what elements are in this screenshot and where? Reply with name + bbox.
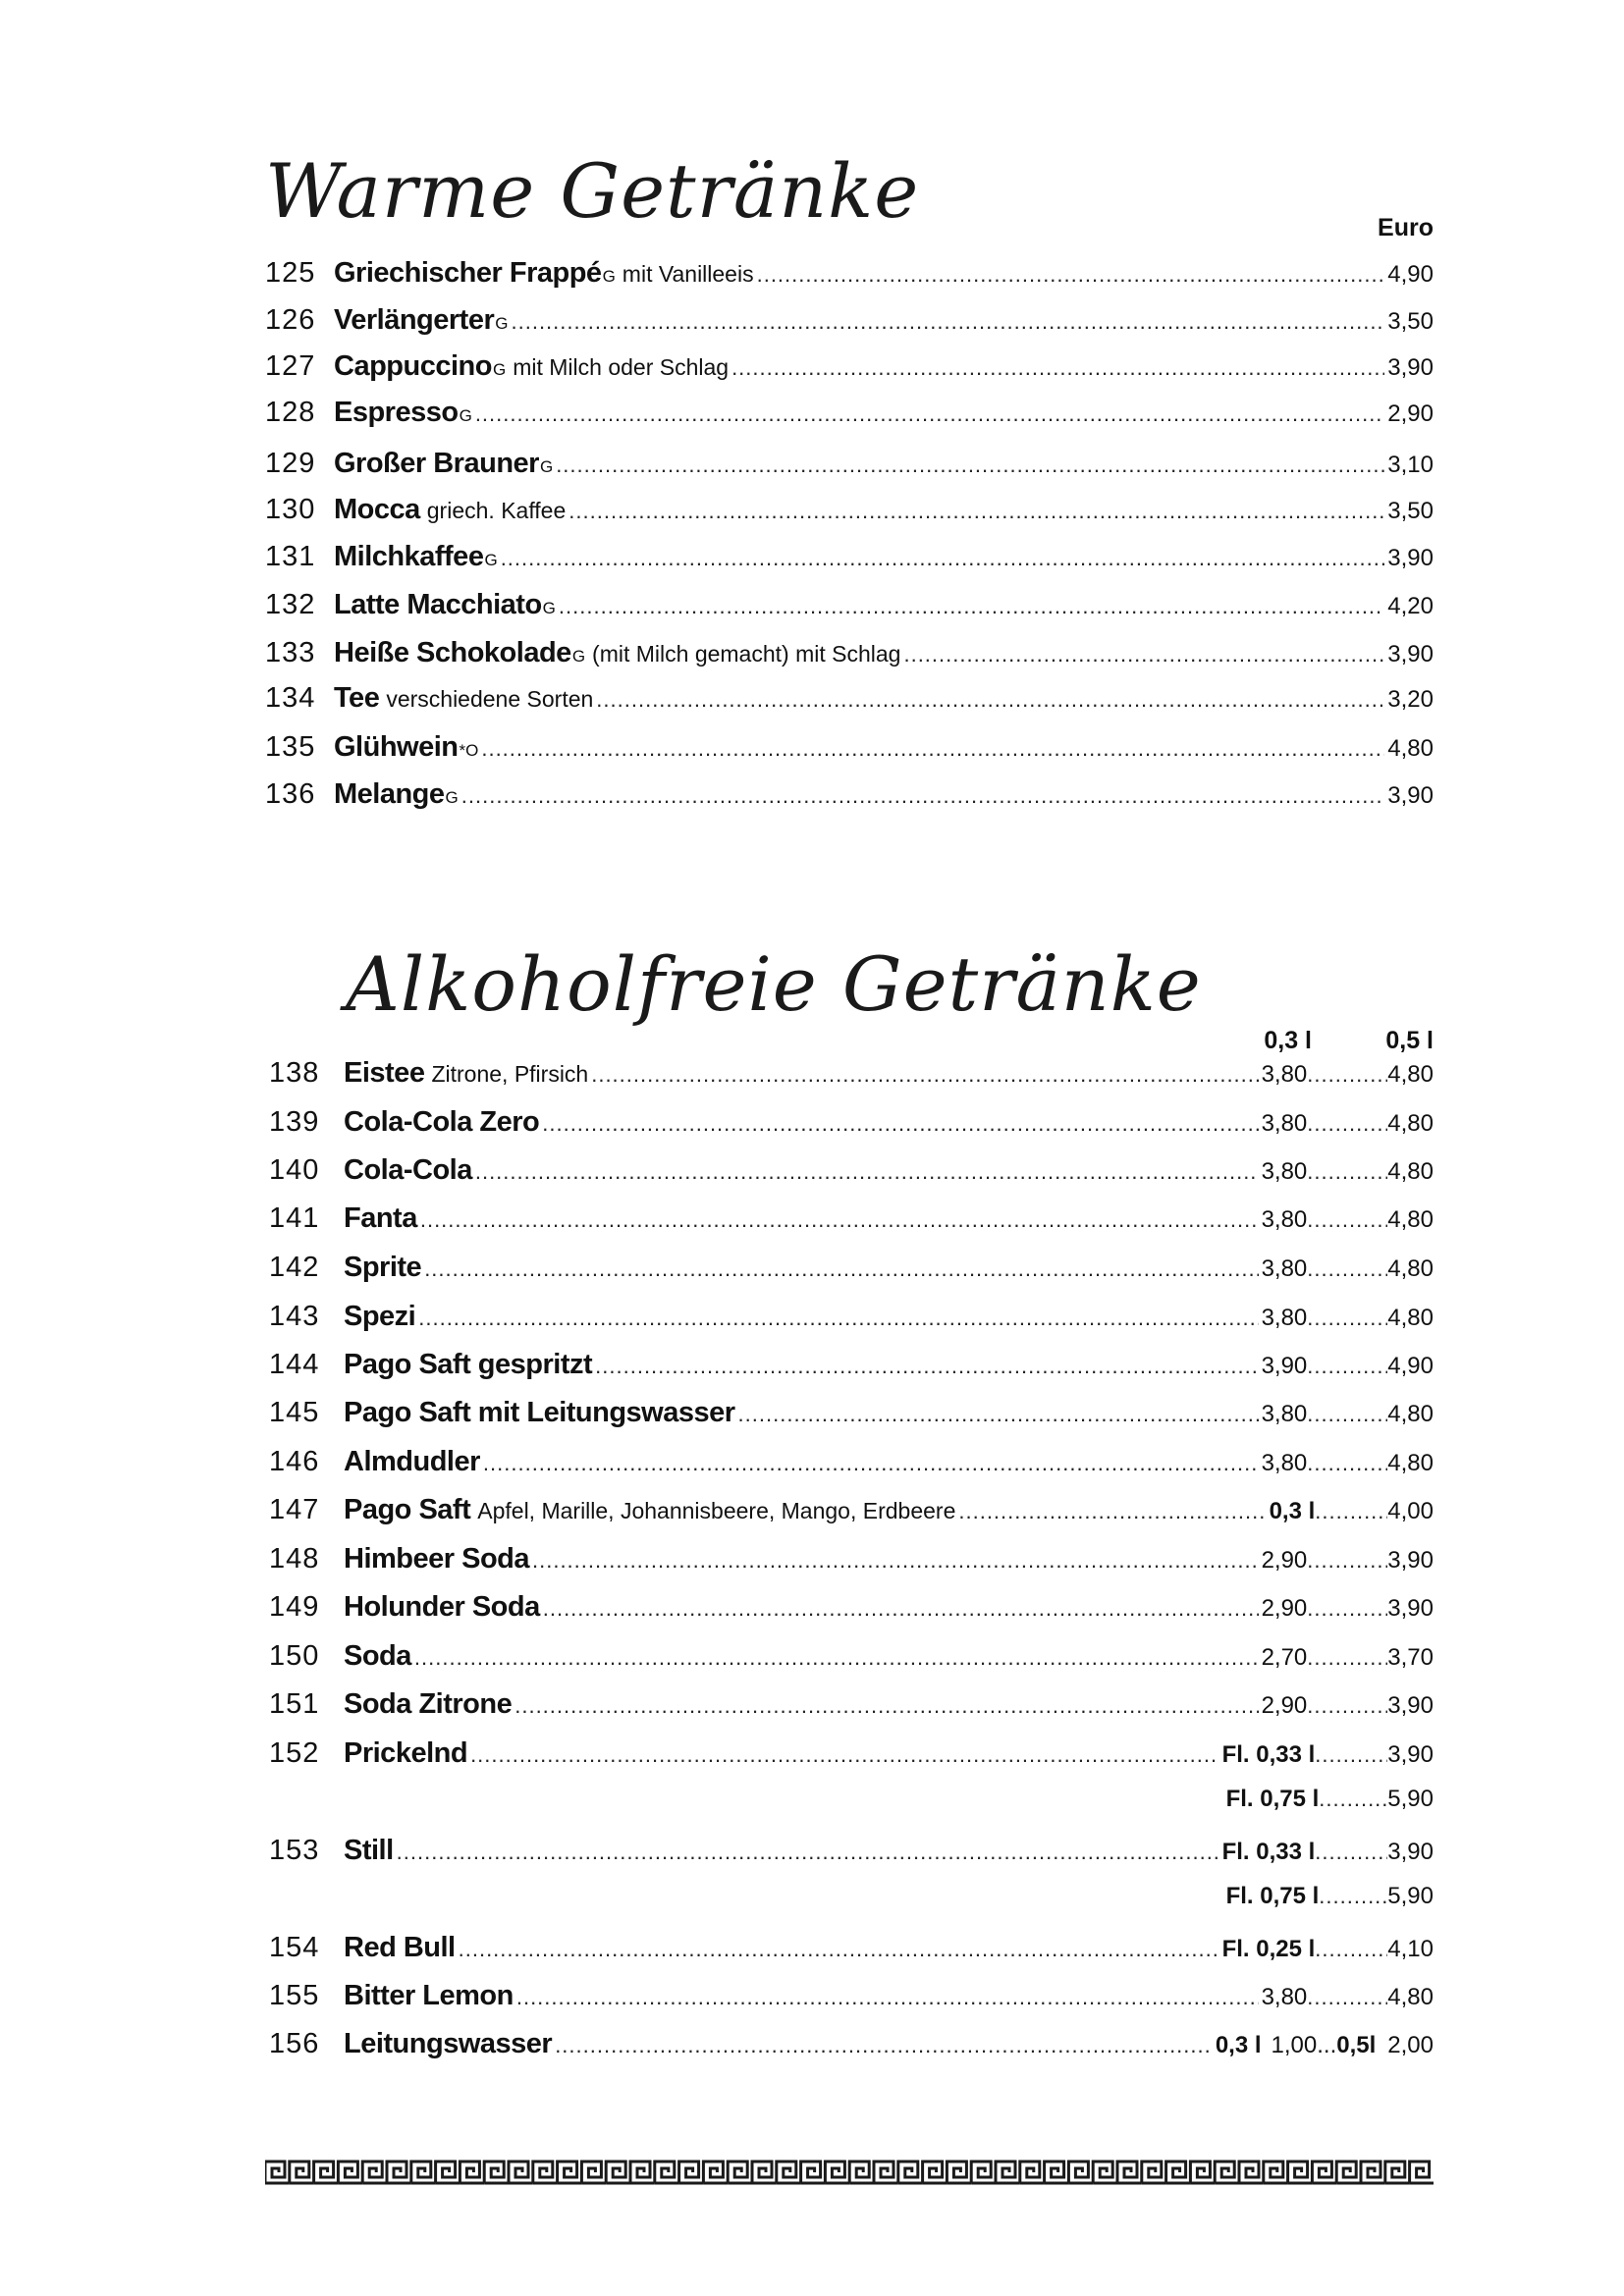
- dot-leader: [1307, 1985, 1387, 2010]
- section-title-warm-drinks: Warme Getränke: [265, 147, 920, 235]
- item-name: Red Bull: [344, 1932, 456, 1963]
- menu-item-row: 135 Glühwein *O ..... 4,80: [265, 731, 1434, 771]
- item-name: Großer Brauner: [334, 448, 539, 479]
- item-price: 5,90: [1387, 1786, 1434, 1812]
- size-label: 0,3 l: [1215, 2032, 1262, 2058]
- menu-item-row: [269, 1057, 1434, 1096]
- dot-leader: [516, 1985, 1259, 2010]
- item-price: 3,90: [1387, 545, 1434, 571]
- item-name: Milchkaffee: [334, 541, 484, 572]
- dot-leader: [591, 1062, 1258, 1088]
- item-number: 135: [265, 731, 316, 763]
- item-price-small: 3,80: [1261, 1450, 1308, 1476]
- menu-item-row: [269, 1301, 1434, 1340]
- greek-key-segment: [1215, 2162, 1239, 2183]
- dot-leader: [1307, 1451, 1387, 1476]
- item-number: 151: [269, 1688, 320, 1720]
- dot-leader: [731, 355, 1384, 381]
- item-name: Spezi: [344, 1301, 416, 1332]
- greek-key-segment: [728, 2162, 752, 2183]
- item-price-small: 3,80: [1261, 1984, 1308, 2010]
- item-name: Glühwein: [334, 731, 459, 763]
- item-name: Eistee: [344, 1057, 425, 1089]
- greek-key-segment: [996, 2162, 1020, 2183]
- item-number: 156: [269, 2028, 320, 2059]
- menu-item-row: [269, 1932, 1434, 1971]
- greek-key-segment: [314, 2162, 339, 2183]
- item-name: Griechischer Frappé: [334, 257, 602, 289]
- size-label: 0,5l: [1336, 2032, 1377, 2058]
- item-name: Leitungswasser: [344, 2028, 553, 2059]
- item-number: 140: [269, 1154, 320, 1186]
- item-name: Latte Macchiato: [334, 589, 542, 620]
- item-name: Prickelnd: [344, 1737, 468, 1769]
- dot-leader: [757, 262, 1385, 288]
- dot-leader: [483, 1451, 1259, 1476]
- greek-key-segment: [1336, 2162, 1361, 2183]
- size-label: Fl. 0,33 l: [1221, 1839, 1316, 1865]
- menu-item-row: [269, 1349, 1434, 1388]
- greek-key-segment: [777, 2162, 801, 2183]
- greek-key-segment: [411, 2162, 436, 2183]
- greek-key-segment: [1312, 2162, 1336, 2183]
- item-price-small: 2,90: [1261, 1595, 1308, 1622]
- greek-key-segment: [1020, 2162, 1045, 2183]
- greek-key-segment: [1045, 2162, 1069, 2183]
- item-name: Pago Saft: [344, 1494, 471, 1525]
- dot-leader: [1307, 1645, 1387, 1671]
- item-price-large: 4,80: [1387, 1305, 1434, 1331]
- item-price-large: 4,80: [1387, 1206, 1434, 1233]
- greek-key-segment: [338, 2162, 362, 2183]
- item-description: verschiedene Sorten: [386, 686, 594, 712]
- size-header-large: 0,5 l: [1385, 1027, 1434, 1054]
- item-number: 125: [265, 257, 316, 289]
- item-name: Cola-Cola: [344, 1154, 472, 1186]
- size-header-small: 0,3 l: [1264, 1027, 1312, 1054]
- menu-item-row: [265, 682, 1434, 721]
- item-price-small: 2,90: [1261, 1547, 1308, 1574]
- item-price-large: 4,80: [1387, 1984, 1434, 2010]
- item-number: 147: [269, 1494, 320, 1525]
- dot-leader: [568, 499, 1384, 524]
- item-name: Heiße Schokolade: [334, 637, 571, 668]
- size-label: 0,3 l: [1269, 1498, 1316, 1524]
- dot-leader: [1307, 1693, 1387, 1719]
- dot-leader: [903, 642, 1384, 667]
- item-price-large: 4,80: [1387, 1255, 1434, 1282]
- item-price: 4,80: [1387, 735, 1434, 762]
- item-name: Cola-Cola Zero: [344, 1106, 540, 1138]
- item-price-large: 4,80: [1387, 1158, 1434, 1185]
- dot-leader: [1307, 1548, 1387, 1574]
- size-label: Fl. 0,25 l: [1221, 1936, 1316, 1962]
- item-price-small: 3,80: [1261, 1158, 1308, 1185]
- size-label: Fl. 0,33 l: [1221, 1741, 1316, 1768]
- dot-leader: [1307, 1402, 1387, 1427]
- item-number: 127: [265, 350, 316, 382]
- item-price-small: 2,90: [1261, 1692, 1308, 1719]
- item-price-large: 3,90: [1387, 1595, 1434, 1622]
- item-number: 138: [269, 1057, 320, 1089]
- item-number: 148: [269, 1543, 320, 1575]
- greek-key-segment: [290, 2162, 314, 2183]
- item-price: 3,90: [1387, 782, 1434, 809]
- item-price: 4,20: [1387, 593, 1434, 619]
- item-price-large: 2,00: [1387, 2032, 1434, 2058]
- item-name: Still: [344, 1835, 394, 1866]
- menu-item-row: [269, 1494, 1434, 1533]
- item-number: 136: [265, 778, 316, 810]
- menu-item-row: 127 Cappuccino G mit Milch oder Schlag ..... 3,90: [265, 350, 1434, 390]
- menu-item-row: [269, 1688, 1434, 1728]
- greek-key-segment: [436, 2162, 460, 2183]
- menu-item-row: [269, 1591, 1434, 1630]
- item-name: Bitter Lemon: [344, 1980, 514, 2011]
- greek-key-segment: [849, 2162, 874, 2183]
- dot-leader: [459, 1937, 1219, 1962]
- item-price: 2,90: [1387, 400, 1434, 427]
- item-name: Himbeer Soda: [344, 1543, 529, 1575]
- dot-leader: [542, 1111, 1258, 1137]
- item-name: Mocca: [334, 494, 420, 525]
- item-price-large: 4,80: [1387, 1401, 1434, 1427]
- greek-key-segment: [533, 2162, 558, 2183]
- menu-item-row: [269, 1835, 1434, 1874]
- greek-key-segment: [655, 2162, 679, 2183]
- dot-leader: [512, 309, 1385, 335]
- dot-leader: [1315, 1937, 1387, 1962]
- menu-item-size-row: [1159, 1883, 1434, 1922]
- item-price: 3,90: [1387, 354, 1434, 381]
- item-name: Soda Zitrone: [344, 1688, 513, 1720]
- menu-item-row: [269, 1446, 1434, 1485]
- greek-key-segment: [971, 2162, 996, 2183]
- menu-item-row: 131 Milchkaffee G ..... 3,90: [265, 541, 1434, 580]
- dot-leader: [1307, 1596, 1387, 1622]
- item-description: mit Milch oder Schlag: [513, 354, 730, 380]
- menu-item-size-row: [1159, 1786, 1434, 1825]
- menu-item-row: [269, 2028, 1434, 2067]
- greek-key-border: [265, 2160, 1434, 2185]
- dot-leader: [397, 1840, 1219, 1865]
- item-price-large: 4,90: [1387, 1353, 1434, 1379]
- dot-leader: [958, 1499, 1266, 1524]
- item-price-large: 4,10: [1387, 1936, 1434, 1962]
- item-price: 3,90: [1387, 641, 1434, 667]
- menu-item-row: [269, 1252, 1434, 1291]
- item-price-small: 1,00...: [1271, 2032, 1337, 2058]
- item-price-small: 3,80: [1261, 1401, 1308, 1427]
- dot-leader: [595, 1354, 1258, 1379]
- item-price-large: 4,80: [1387, 1061, 1434, 1088]
- item-number: 146: [269, 1446, 320, 1477]
- dot-leader: [543, 1596, 1259, 1622]
- dot-leader: [1315, 1499, 1387, 1524]
- item-number: 131: [265, 541, 316, 572]
- greek-key-segment: [484, 2162, 509, 2183]
- item-price-small: 3,80: [1261, 1110, 1308, 1137]
- item-price-large: 3,90: [1387, 1692, 1434, 1719]
- item-price: 3,10: [1387, 452, 1434, 478]
- item-number: 139: [269, 1106, 320, 1138]
- item-description: Apfel, Marille, Johannisbeere, Mango, Erdbeere: [477, 1498, 956, 1523]
- item-description: Zitrone, Pfirsich: [431, 1061, 589, 1087]
- currency-header: Euro: [1378, 214, 1434, 241]
- greek-key-segment: [1361, 2162, 1385, 2183]
- greek-key-segment: [801, 2162, 826, 2183]
- menu-item-row: 133 Heiße Schokolade G (mit Milch gemacht) mit Schlag ..... 3,90: [265, 637, 1434, 676]
- item-price-small: 3,80: [1261, 1061, 1308, 1088]
- greek-key-segment: [1288, 2162, 1313, 2183]
- item-price: 5,90: [1387, 1883, 1434, 1909]
- greek-key-segment: [752, 2162, 777, 2183]
- item-price-large: 3,90: [1387, 1741, 1434, 1768]
- greek-key-segment: [923, 2162, 947, 2183]
- greek-key-segment: [1068, 2162, 1093, 2183]
- menu-item-row: [269, 1106, 1434, 1146]
- dot-leader: [424, 1256, 1258, 1282]
- item-number: 153: [269, 1835, 320, 1866]
- item-price-small: 3,80: [1261, 1305, 1308, 1331]
- greek-key-segment: [703, 2162, 728, 2183]
- greek-key-segment: [509, 2162, 533, 2183]
- greek-key-segment: [1117, 2162, 1142, 2183]
- dot-leader: [514, 1693, 1258, 1719]
- greek-key-segment: [1410, 2162, 1434, 2183]
- item-number: 143: [269, 1301, 320, 1332]
- dot-leader: [475, 401, 1384, 427]
- dot-leader: [414, 1645, 1259, 1671]
- dot-leader: [501, 546, 1385, 571]
- greek-key-segment: [1093, 2162, 1117, 2183]
- menu-item-row: [269, 1640, 1434, 1680]
- menu-item-row: [265, 494, 1434, 533]
- greek-key-segment: [1190, 2162, 1215, 2183]
- dot-leader: [1307, 1354, 1387, 1379]
- item-name: Melange: [334, 778, 445, 810]
- item-name: Espresso: [334, 397, 459, 428]
- greek-key-segment: [630, 2162, 655, 2183]
- greek-key-segment: [387, 2162, 411, 2183]
- item-price-large: 4,00: [1387, 1498, 1434, 1524]
- dot-leader: [1319, 1884, 1387, 1909]
- item-name: Cappuccino: [334, 350, 492, 382]
- item-price-small: 3,90: [1261, 1353, 1308, 1379]
- item-number: 149: [269, 1591, 320, 1623]
- item-price: 3,50: [1387, 308, 1434, 335]
- item-number: 145: [269, 1397, 320, 1428]
- dot-leader: [475, 1159, 1259, 1185]
- dot-leader: [738, 1402, 1259, 1427]
- greek-key-segment: [825, 2162, 849, 2183]
- greek-key-segment: [362, 2162, 387, 2183]
- item-number: 141: [269, 1202, 320, 1234]
- dot-leader: [1315, 1840, 1387, 1865]
- item-number: 155: [269, 1980, 320, 2011]
- menu-item-row: 136 Melange G ..... 3,90: [265, 778, 1434, 818]
- greek-key-segment: [460, 2162, 484, 2183]
- dot-leader: [461, 783, 1385, 809]
- greek-key-segment: [606, 2162, 630, 2183]
- item-number: 132: [265, 589, 316, 620]
- menu-item-row: 129 Großer Brauner G ..... 3,10: [265, 448, 1434, 487]
- greek-key-segment: [558, 2162, 582, 2183]
- item-name: Pago Saft mit Leitungswasser: [344, 1397, 735, 1428]
- menu-item-row: [269, 1980, 1434, 2019]
- menu-item-row: 125 Griechischer Frappé G mit Vanilleeis ..... 4,90: [265, 257, 1434, 296]
- menu-item-row: 126 Verlängerter G ..... 3,50: [265, 304, 1434, 344]
- item-number: 152: [269, 1737, 320, 1769]
- menu-item-row: [269, 1737, 1434, 1777]
- size-label: Fl. 0,75 l: [1225, 1786, 1320, 1812]
- dot-leader: [418, 1306, 1258, 1331]
- item-name: Verlängerter: [334, 304, 495, 336]
- item-name: Holunder Soda: [344, 1591, 540, 1623]
- dot-leader: [532, 1548, 1259, 1574]
- item-price: 3,50: [1387, 498, 1434, 524]
- item-description: mit Vanilleeis: [622, 261, 754, 287]
- item-name: Soda: [344, 1640, 411, 1672]
- item-name: Sprite: [344, 1252, 422, 1283]
- dot-leader: [1319, 1787, 1387, 1812]
- menu-item-row: [269, 1154, 1434, 1194]
- item-name: Tee: [334, 682, 380, 714]
- item-number: 150: [269, 1640, 320, 1672]
- item-name: Almdudler: [344, 1446, 480, 1477]
- greek-key-segment: [679, 2162, 704, 2183]
- size-label: Fl. 0,75 l: [1225, 1883, 1320, 1909]
- item-description: (mit Milch gemacht) mit Schlag: [592, 641, 901, 667]
- dot-leader: [1307, 1306, 1387, 1331]
- item-name: Pago Saft gespritzt: [344, 1349, 593, 1380]
- menu-item-row: [269, 1543, 1434, 1582]
- item-number: 133: [265, 637, 316, 668]
- item-price-large: 3,90: [1387, 1839, 1434, 1865]
- item-price: 4,90: [1387, 261, 1434, 288]
- dot-leader: [420, 1207, 1259, 1233]
- greek-key-segment: [1166, 2162, 1191, 2183]
- greek-key-segment: [265, 2162, 290, 2183]
- dot-leader: [481, 736, 1384, 762]
- item-number: 129: [265, 448, 316, 479]
- greek-key-segment: [581, 2162, 606, 2183]
- item-price-large: 3,70: [1387, 1644, 1434, 1671]
- dot-leader: [1307, 1256, 1387, 1282]
- item-price-large: 4,80: [1387, 1110, 1434, 1137]
- item-price: 3,20: [1387, 686, 1434, 713]
- menu-item-row: 132 Latte Macchiato G ..... 4,20: [265, 589, 1434, 628]
- dot-leader: [1315, 1742, 1387, 1768]
- item-number: 144: [269, 1349, 320, 1380]
- item-price-small: 3,80: [1261, 1255, 1308, 1282]
- menu-item-row: [269, 1397, 1434, 1436]
- dot-leader: [1307, 1111, 1387, 1137]
- item-number: 126: [265, 304, 316, 336]
- greek-key-segment: [874, 2162, 898, 2183]
- item-number: 142: [269, 1252, 320, 1283]
- item-price-small: 2,70: [1261, 1644, 1308, 1671]
- dot-leader: [1307, 1207, 1387, 1233]
- dot-leader: [470, 1742, 1219, 1768]
- greek-key-segment: [1239, 2162, 1264, 2183]
- dot-leader: [556, 453, 1384, 478]
- item-number: 134: [265, 682, 316, 714]
- item-price-large: 3,90: [1387, 1547, 1434, 1574]
- dot-leader: [596, 687, 1384, 713]
- dot-leader: [1307, 1062, 1387, 1088]
- menu-item-row: 128 Espresso G ..... 2,90: [265, 397, 1434, 436]
- item-number: 130: [265, 494, 316, 525]
- item-number: 128: [265, 397, 316, 428]
- section-title-soft-drinks: Alkoholfreie Getränke: [346, 940, 1202, 1028]
- greek-key-segment: [1385, 2162, 1410, 2183]
- greek-key-segment: [1142, 2162, 1166, 2183]
- dot-leader: [559, 594, 1384, 619]
- dot-leader: [1307, 1159, 1387, 1185]
- menu-item-row: [269, 1202, 1434, 1242]
- item-name: Fanta: [344, 1202, 417, 1234]
- dot-leader: [555, 2033, 1213, 2058]
- item-number: 154: [269, 1932, 320, 1963]
- greek-key-segment: [947, 2162, 971, 2183]
- greek-key-segment: [1264, 2162, 1288, 2183]
- item-description: griech. Kaffee: [426, 498, 567, 523]
- item-price-large: 4,80: [1387, 1450, 1434, 1476]
- greek-key-segment: [898, 2162, 923, 2183]
- item-price-small: 3,80: [1261, 1206, 1308, 1233]
